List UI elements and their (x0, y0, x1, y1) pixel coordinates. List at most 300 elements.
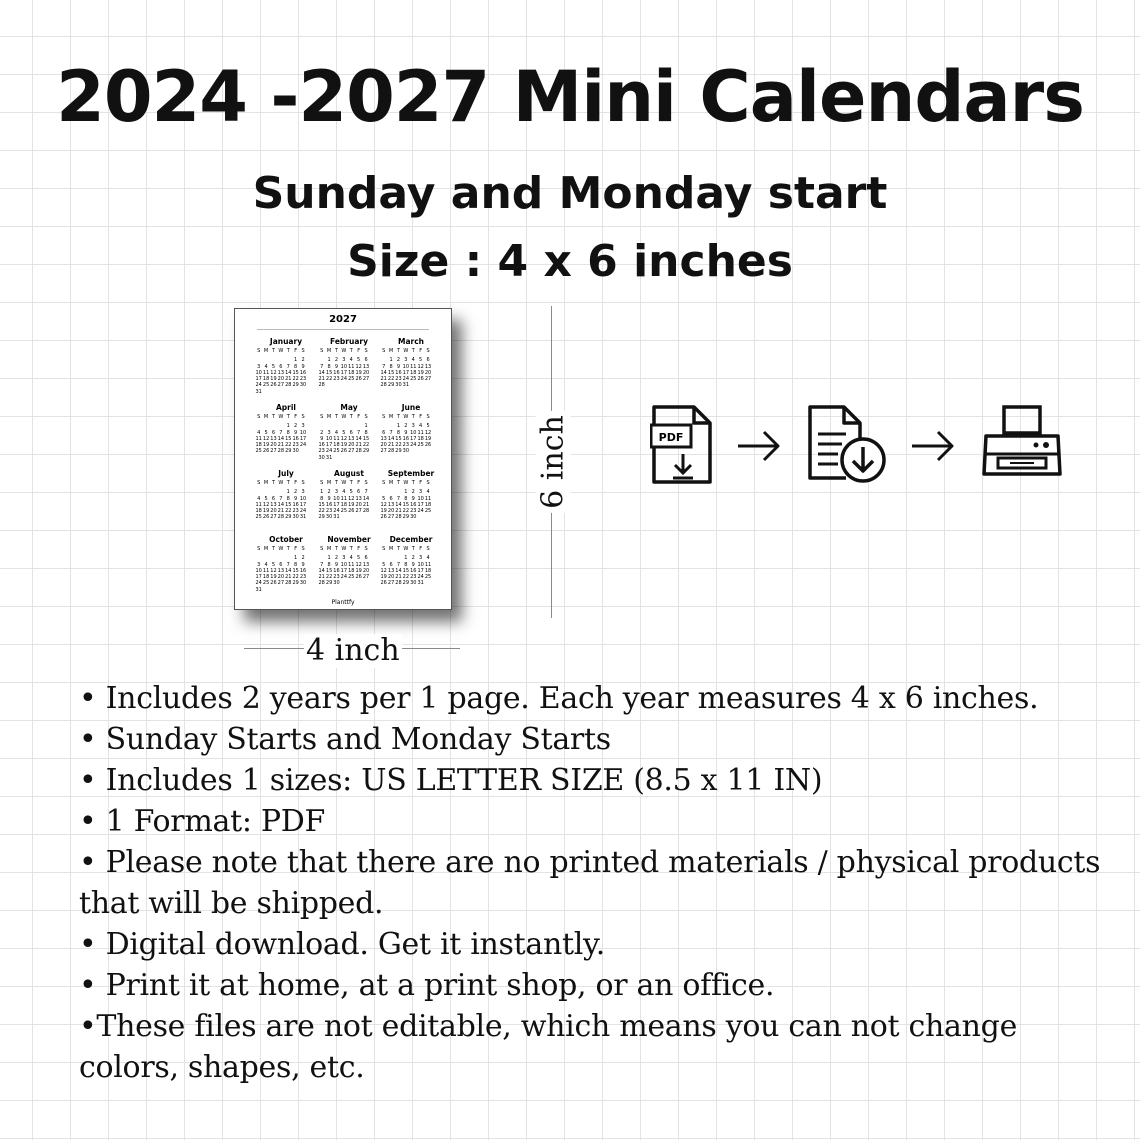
calendar-day: 21 (285, 574, 292, 581)
calendar-day: 11 (255, 501, 262, 508)
calendar-day: 8 (404, 495, 408, 502)
calendar-day: 27 (277, 382, 285, 389)
calendar-day: 11 (348, 561, 355, 568)
calendar-day: 8 (396, 429, 401, 436)
weekday-letter: M (263, 546, 269, 552)
calendar-day: 24 (255, 580, 262, 587)
calendar-day: 2 (396, 357, 401, 364)
calendar-month (318, 469, 380, 521)
calendar-day: 21 (395, 508, 402, 515)
calendar-weekday-header (255, 480, 317, 486)
calendar-day: 13 (277, 567, 285, 574)
calendar-day: 23 (410, 574, 417, 581)
calendar-day: 26 (340, 448, 348, 455)
calendar-weekday-header (380, 414, 442, 420)
weekday-letter: F (419, 480, 423, 486)
feature-item: • Digital download. Get it instantly. (79, 927, 605, 962)
calendar-day: 25 (262, 382, 270, 389)
calendar-day: 13 (380, 435, 387, 442)
calendar-day: 10 (255, 369, 262, 376)
weekday-letter: T (396, 480, 400, 486)
calendar-day: 28 (387, 448, 395, 455)
calendar-day: 20 (355, 501, 362, 508)
calendar-day: 27 (355, 508, 362, 515)
calendar-day: 12 (380, 501, 387, 508)
calendar-day: 7 (396, 561, 401, 568)
calendar-day: 6 (357, 489, 361, 496)
calendar-month-name: April (275, 403, 296, 412)
calendar-day: 30 (292, 448, 299, 455)
calendar-month-name: March (397, 337, 424, 346)
calendar-day: 25 (348, 376, 355, 383)
weekday-letter: S (301, 414, 305, 420)
calendar-day: 19 (270, 574, 277, 581)
weekday-letter: T (411, 480, 415, 486)
calendar-day: 7 (389, 429, 393, 436)
calendar-day: 27 (362, 376, 370, 383)
calendar-day: 19 (380, 508, 387, 515)
calendar-day: 15 (395, 435, 402, 442)
calendar-day: 11 (333, 435, 340, 442)
calendar-day: 1 (404, 489, 408, 496)
calendar-day: 28 (285, 382, 292, 389)
weekday-letter: S (364, 546, 368, 552)
calendar-month (380, 535, 442, 587)
calendar-day: 30 (325, 514, 333, 521)
calendar-day: 9 (294, 429, 298, 436)
calendar-day: 10 (402, 363, 410, 370)
calendar-month (255, 535, 317, 593)
calendar-day: 21 (318, 574, 325, 581)
calendar-day: 18 (348, 567, 355, 574)
calendar-day: 2 (404, 423, 408, 430)
calendar-day: 4 (342, 489, 346, 496)
weekday-letter: F (419, 348, 423, 354)
calendar-day: 24 (417, 574, 424, 581)
weekday-letter: T (271, 414, 275, 420)
weekday-letter: T (349, 546, 353, 552)
calendar-day: 10 (417, 495, 424, 502)
weekday-letter: S (257, 414, 261, 420)
calendar-day: 11 (424, 561, 432, 568)
calendar-day: 2 (301, 555, 305, 562)
calendar-day: 8 (364, 429, 368, 436)
calendar-day: 1 (327, 357, 331, 364)
calendar-day: 1 (389, 357, 393, 364)
calendar-day: 15 (325, 369, 333, 376)
calendar-day: 20 (270, 508, 277, 515)
calendar-day: 16 (292, 501, 299, 508)
calendar-day: 7 (286, 363, 290, 370)
calendar-day: 12 (270, 369, 277, 376)
calendar-day: 14 (277, 435, 285, 442)
feature-item: • Includes 1 sizes: US LETTER SIZE (8.5 x 11 IN) (79, 763, 823, 798)
weekday-letter: T (334, 414, 338, 420)
download-document-icon (806, 404, 888, 486)
calendar-day: 9 (411, 561, 415, 568)
calendar-day: 7 (396, 495, 401, 502)
weekday-letter: F (419, 414, 423, 420)
calendar-day: 24 (325, 448, 333, 455)
weekday-letter: T (334, 480, 338, 486)
weekday-letter: M (326, 414, 332, 420)
calendar-day: 26 (380, 580, 387, 587)
calendar-day: 4 (349, 357, 353, 364)
calendar-day: 3 (342, 357, 346, 364)
calendar-month (318, 337, 380, 389)
calendar-day: 18 (410, 369, 417, 376)
calendar-day: 19 (355, 369, 362, 376)
calendar-day: 12 (424, 429, 432, 436)
calendar-day: 10 (325, 435, 333, 442)
calendar-day: 3 (411, 423, 415, 430)
calendar-day: 1 (286, 423, 290, 430)
calendar-day: 27 (270, 514, 277, 521)
calendar-day: 6 (426, 357, 430, 364)
calendar-day: 10 (299, 429, 307, 436)
calendar-day: 26 (262, 448, 270, 455)
weekday-letter: M (388, 546, 394, 552)
weekday-letter: T (286, 480, 290, 486)
calendar-day: 17 (255, 376, 262, 383)
calendar-day: 14 (387, 435, 395, 442)
calendar-day: 29 (395, 448, 402, 455)
calendar-weekday-header (255, 546, 317, 552)
calendar-day: 30 (292, 514, 299, 521)
weekday-letter: S (426, 414, 430, 420)
calendar-day: 19 (262, 442, 270, 449)
calendar-day: 12 (417, 363, 424, 370)
calendar-day: 9 (396, 363, 401, 370)
calendar-day: 17 (340, 369, 348, 376)
calendar-day: 11 (417, 429, 424, 436)
calendar-day: 31 (325, 454, 333, 461)
calendar-day: 3 (257, 561, 261, 568)
calendar-day: 23 (395, 376, 402, 383)
calendar-day: 23 (333, 376, 340, 383)
calendar-day: 26 (270, 580, 277, 587)
calendar-day: 5 (271, 561, 276, 568)
calendar-day: 16 (318, 442, 325, 449)
calendar-day: 6 (271, 495, 276, 502)
calendar-day: 8 (294, 363, 298, 370)
calendar-day: 14 (362, 495, 370, 502)
calendar-day: 25 (410, 376, 417, 383)
calendar-day: 2 (301, 357, 305, 364)
calendar-day: 5 (357, 357, 361, 364)
calendar-day: 28 (395, 580, 402, 587)
calendar-day: 18 (348, 369, 355, 376)
weekday-letter: S (257, 348, 261, 354)
calendar-day: 6 (364, 555, 368, 562)
calendar-day: 3 (419, 489, 423, 496)
calendar-day: 3 (342, 555, 346, 562)
calendar-month (380, 403, 442, 455)
calendar-day: 25 (348, 574, 355, 581)
calendar-day: 22 (292, 376, 299, 383)
calendar-day: 1 (327, 555, 331, 562)
calendar-day: 20 (362, 567, 370, 574)
calendar-day: 30 (333, 580, 340, 587)
calendar-month-name: May (340, 403, 358, 412)
calendar-day: 15 (402, 567, 410, 574)
weekday-letter: M (326, 480, 332, 486)
calendar-day: 8 (286, 429, 290, 436)
calendar-day: 16 (325, 501, 333, 508)
calendar-day: 14 (355, 435, 362, 442)
calendar-month-name: October (269, 535, 303, 544)
calendar-day: 17 (299, 501, 307, 508)
calendar-weekday-header (255, 414, 317, 420)
calendar-day: 2 (334, 555, 339, 562)
weekday-letter: F (294, 348, 298, 354)
calendar-day: 18 (262, 574, 270, 581)
calendar-day: 14 (318, 567, 325, 574)
calendar-day: 3 (257, 363, 261, 370)
calendar-day: 3 (419, 555, 423, 562)
weekday-letter: S (426, 546, 430, 552)
calendar-day: 6 (389, 561, 393, 568)
weekday-letter: W (341, 348, 347, 354)
calendar-day: 14 (285, 567, 292, 574)
weekday-letter: T (286, 414, 290, 420)
calendar-day: 29 (402, 514, 410, 521)
width-dimension-label: 4 inch (306, 633, 400, 668)
calendar-weekday-header (380, 480, 442, 486)
calendar-day: 27 (424, 376, 432, 383)
calendar-day: 21 (355, 442, 362, 449)
calendar-day: 19 (417, 369, 424, 376)
weekday-letter: S (320, 348, 324, 354)
calendar-day: 13 (277, 369, 285, 376)
calendar-day: 7 (286, 561, 290, 568)
calendar-day: 14 (318, 369, 325, 376)
calendar-day: 12 (355, 561, 362, 568)
calendar-day: 26 (417, 376, 424, 383)
calendar-month-name: December (389, 535, 433, 544)
calendar-day: 28 (355, 448, 362, 455)
calendar-day: 18 (424, 567, 432, 574)
calendar-day: 21 (277, 508, 285, 515)
calendar-day: 11 (348, 363, 355, 370)
calendar-day: 19 (270, 376, 277, 383)
calendar-day: 15 (285, 435, 292, 442)
calendar-day: 25 (424, 508, 432, 515)
calendar-day: 18 (255, 508, 262, 515)
calendar-week-row (255, 514, 317, 520)
calendar-day: 23 (325, 508, 333, 515)
calendar-day: 24 (402, 376, 410, 383)
calendar-day: 25 (333, 448, 340, 455)
calendar-day: 24 (340, 376, 348, 383)
calendar-week-row (318, 455, 380, 461)
calendar-day: 5 (264, 495, 268, 502)
weekday-letter: T (411, 546, 415, 552)
calendar-day: 7 (279, 429, 283, 436)
calendar-brand: Planttfy (331, 599, 355, 606)
calendar-day: 4 (334, 429, 339, 436)
calendar-day: 3 (327, 429, 331, 436)
calendar-month-name: February (330, 337, 368, 346)
calendar-day: 4 (257, 429, 261, 436)
weekday-letter: S (382, 480, 386, 486)
calendar-week-row (318, 382, 380, 388)
weekday-letter: S (301, 480, 305, 486)
calendar-day: 11 (410, 363, 417, 370)
calendar-day: 22 (402, 508, 410, 515)
calendar-day: 12 (355, 363, 362, 370)
weekday-letter: T (411, 348, 415, 354)
calendar-day: 1 (364, 423, 368, 430)
calendar-day: 8 (294, 561, 298, 568)
calendar-day: 26 (270, 382, 277, 389)
calendar-day: 2 (294, 489, 298, 496)
calendar-day: 13 (424, 363, 432, 370)
weekday-letter: W (278, 348, 284, 354)
calendar-day: 7 (320, 363, 324, 370)
weekday-letter: S (301, 546, 305, 552)
calendar-day: 4 (426, 555, 430, 562)
weekday-letter: M (388, 480, 394, 486)
calendar-day: 30 (318, 454, 325, 461)
calendar-day: 9 (404, 429, 408, 436)
feature-item: • Print it at home, at a print shop, or an office. (79, 968, 775, 1003)
calendar-day: 16 (395, 369, 402, 376)
calendar-day: 26 (262, 514, 270, 521)
calendar-day: 3 (404, 357, 408, 364)
calendar-day: 5 (342, 429, 346, 436)
feature-item: •These files are not editable, which means you can not change (79, 1009, 1018, 1044)
calendar-year: 2027 (329, 314, 357, 325)
calendar-day: 15 (318, 501, 325, 508)
weekday-letter: M (263, 480, 269, 486)
calendar-day: 31 (255, 388, 262, 395)
calendar-weekday-header (255, 348, 317, 354)
calendar-day: 28 (380, 382, 387, 389)
calendar-day: 8 (320, 495, 324, 502)
calendar-day: 20 (387, 508, 395, 515)
calendar-day: 13 (355, 495, 362, 502)
calendar-day: 14 (277, 501, 285, 508)
calendar-day: 3 (301, 489, 305, 496)
calendar-month (318, 535, 380, 587)
weekday-letter: F (357, 546, 361, 552)
calendar-divider (257, 329, 429, 330)
calendar-day: 12 (340, 435, 348, 442)
calendar-day: 4 (349, 555, 353, 562)
weekday-letter: T (286, 546, 290, 552)
weekday-letter: S (364, 480, 368, 486)
calendar-day: 17 (402, 369, 410, 376)
calendar-day: 15 (402, 501, 410, 508)
calendar-day: 15 (325, 567, 333, 574)
calendar-day: 12 (270, 567, 277, 574)
calendar-day: 17 (333, 501, 340, 508)
calendar-day: 27 (270, 448, 277, 455)
calendar-day: 18 (424, 501, 432, 508)
calendar-day: 23 (299, 376, 307, 383)
calendar-day: 23 (318, 448, 325, 455)
calendar-month-name: July (278, 469, 294, 478)
calendar-day: 30 (402, 448, 410, 455)
calendar-weekday-header (318, 546, 380, 552)
calendar-day: 25 (255, 448, 262, 455)
weekday-letter: W (403, 414, 409, 420)
calendar-day: 28 (318, 580, 325, 587)
calendar-day: 5 (271, 363, 276, 370)
calendar-day: 1 (294, 357, 298, 364)
calendar-month (380, 337, 442, 389)
calendar-month-name: September (387, 469, 435, 478)
calendar-day: 1 (320, 489, 324, 496)
calendar-day: 22 (292, 574, 299, 581)
weekday-letter: S (382, 414, 386, 420)
printer-icon (980, 404, 1064, 482)
calendar-day: 18 (333, 442, 340, 449)
weekday-letter: W (341, 480, 347, 486)
weekday-letter: T (396, 546, 400, 552)
weekday-letter: S (364, 348, 368, 354)
calendar-day: 10 (299, 495, 307, 502)
calendar-day: 25 (340, 508, 348, 515)
weekday-letter: W (403, 348, 409, 354)
weekday-letter: F (357, 348, 361, 354)
calendar-day: 19 (424, 435, 432, 442)
calendar-day: 17 (299, 435, 307, 442)
calendar-day: 20 (424, 369, 432, 376)
calendar-day: 22 (325, 376, 333, 383)
calendar-day: 12 (262, 501, 270, 508)
calendar-day: 19 (262, 508, 270, 515)
calendar-day: 26 (348, 508, 355, 515)
calendar-day: 21 (277, 442, 285, 449)
calendar-week-row (318, 514, 380, 520)
calendar-day: 29 (402, 580, 410, 587)
calendar-day: 22 (402, 574, 410, 581)
calendar-day: 25 (417, 442, 424, 449)
calendar-day: 31 (417, 580, 424, 587)
calendar-day: 9 (320, 435, 324, 442)
calendar-day: 6 (271, 429, 276, 436)
calendar-day: 27 (380, 448, 387, 455)
calendar-day: 13 (270, 435, 277, 442)
calendar-day: 18 (340, 501, 348, 508)
calendar-day: 11 (255, 435, 262, 442)
calendar-day: 24 (333, 508, 340, 515)
calendar-day: 6 (279, 561, 283, 568)
feature-item: that will be shipped. (79, 886, 384, 921)
calendar-day: 9 (334, 363, 339, 370)
calendar-day: 26 (380, 514, 387, 521)
calendar-day: 16 (410, 501, 417, 508)
weekday-letter: W (341, 546, 347, 552)
weekday-letter: S (426, 480, 430, 486)
calendar-day: 25 (424, 574, 432, 581)
calendar-day: 6 (349, 429, 353, 436)
calendar-month (380, 469, 442, 521)
calendar-day: 14 (285, 369, 292, 376)
calendar-day: 31 (333, 514, 340, 521)
calendar-day: 9 (301, 363, 305, 370)
calendar-day: 17 (417, 501, 424, 508)
calendar-day: 15 (362, 435, 370, 442)
calendar-day: 29 (325, 580, 333, 587)
calendar-day: 25 (255, 514, 262, 521)
weekday-letter: F (294, 480, 298, 486)
calendar-day: 31 (299, 514, 307, 521)
calendar-day: 24 (299, 442, 307, 449)
calendar-day: 15 (285, 501, 292, 508)
